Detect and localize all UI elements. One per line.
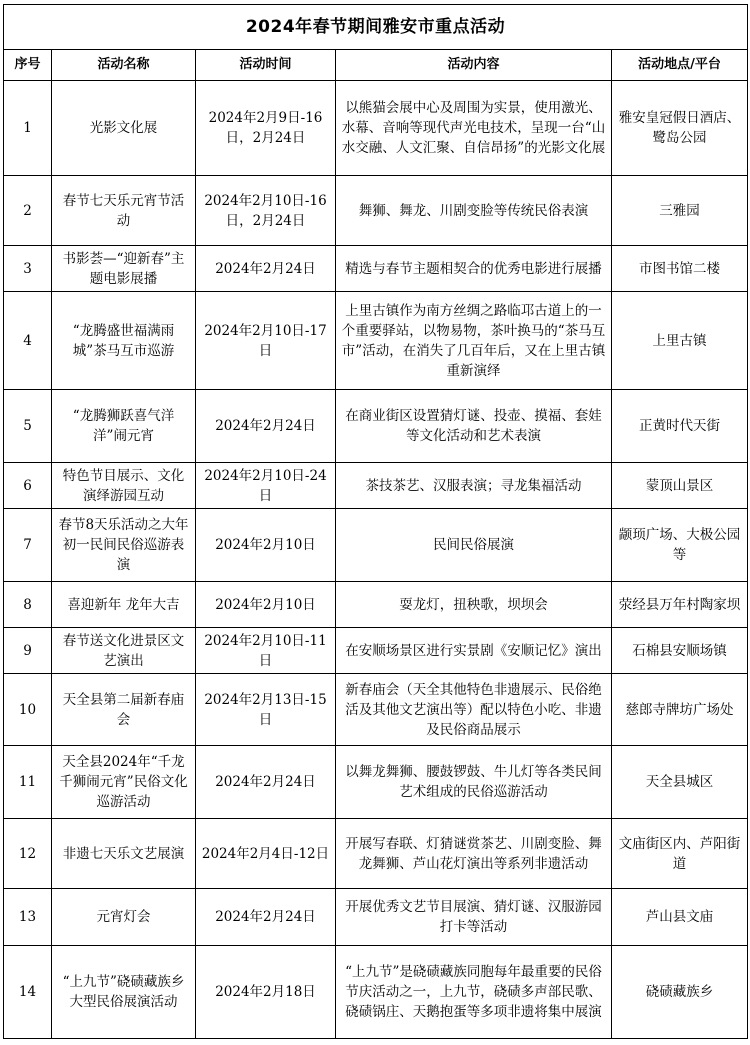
cell-time: 2024年2月9日-16日，2月24日 — [196, 81, 336, 176]
cell-place: 上里古镇 — [612, 292, 748, 390]
table-row — [4, 946, 748, 1039]
cell-name: “上九节”硗碛藏族乡大型民俗展演活动 — [52, 946, 196, 1039]
cell-no: 11 — [4, 746, 52, 819]
header-content: 活动内容 — [336, 50, 612, 81]
cell-content: 耍龙灯，扭秧歌，坝坝会 — [336, 582, 612, 628]
table-row — [4, 819, 748, 889]
table-row — [4, 889, 748, 946]
cell-no: 7 — [4, 509, 52, 582]
table-row — [4, 246, 748, 292]
cell-content: “上九节”是硗碛藏族同胞每年最重要的民俗节庆活动之一，上九节，硗碛多声部民歌、硗碛锅庄、天鹅抱蛋等多项非遗将集中展演 — [336, 946, 612, 1039]
cell-place: 文庙街区内、芦阳街道 — [612, 819, 748, 889]
cell-no: 4 — [4, 292, 52, 390]
cell-time: 2024年2月10日-17日 — [196, 292, 336, 390]
cell-time: 2024年2月10日 — [196, 582, 336, 628]
cell-name: 特色节目展示、文化演绎游园互动 — [52, 463, 196, 509]
cell-place: 三雅园 — [612, 176, 748, 246]
header-no: 序号 — [4, 50, 52, 81]
cell-content: 在商业街区设置猜灯谜、投壶、摸福、套娃等文化活动和艺术表演 — [336, 390, 612, 463]
cell-name: 春节送文化进景区文艺演出 — [52, 628, 196, 674]
cell-content: 上里古镇作为南方丝绸之路临邛古道上的一个重要驿站，以物易物，茶叶换马的“茶马互市”活动，在消失了几百年后，又在上里古镇重新演绎 — [336, 292, 612, 390]
cell-name: 书影荟—“迎新春”主题电影展播 — [52, 246, 196, 292]
cell-no: 2 — [4, 176, 52, 246]
cell-time: 2024年2月18日 — [196, 946, 336, 1039]
cell-content: 舞狮、舞龙、川剧变脸等传统民俗表演 — [336, 176, 612, 246]
cell-place: 硗碛藏族乡 — [612, 946, 748, 1039]
cell-content: 开展写春联、灯猜谜赏茶艺、川剧变脸、舞龙舞狮、芦山花灯演出等系列非遗活动 — [336, 819, 612, 889]
cell-time: 2024年2月10日-11日 — [196, 628, 336, 674]
table-row — [4, 582, 748, 628]
cell-name: “龙腾狮跃喜气洋洋”闹元宵 — [52, 390, 196, 463]
cell-name: 非遗七天乐文艺展演 — [52, 819, 196, 889]
table-row — [4, 674, 748, 746]
cell-place: 雅安皇冠假日酒店、鹭岛公园 — [612, 81, 748, 176]
table-row — [4, 746, 748, 819]
header-place: 活动地点/平台 — [612, 50, 748, 81]
cell-content: 以舞龙舞狮、腰鼓锣鼓、牛儿灯等各类民间艺术组成的民俗巡游活动 — [336, 746, 612, 819]
header-time: 活动时间 — [196, 50, 336, 81]
cell-time: 2024年2月24日 — [196, 390, 336, 463]
cell-no: 10 — [4, 674, 52, 746]
cell-no: 3 — [4, 246, 52, 292]
cell-no: 1 — [4, 81, 52, 176]
table-row — [4, 509, 748, 582]
cell-time: 2024年2月13日-15日 — [196, 674, 336, 746]
cell-content: 新春庙会（天全其他特色非遗展示、民俗绝活及其他文艺演出等）配以特色小吃、非遗及民俗商品展示 — [336, 674, 612, 746]
cell-place: 颛顼广场、大极公园等 — [612, 509, 748, 582]
cell-place: 正黄时代天街 — [612, 390, 748, 463]
cell-no: 6 — [4, 463, 52, 509]
document-page — [3, 4, 747, 1039]
cell-place: 市图书馆二楼 — [612, 246, 748, 292]
cell-place: 蒙顶山景区 — [612, 463, 748, 509]
cell-time: 2024年2月24日 — [196, 889, 336, 946]
cell-name: 春节8天乐活动之大年初一民间民俗巡游表演 — [52, 509, 196, 582]
cell-name: 春节七天乐元宵节活动 — [52, 176, 196, 246]
cell-no: 5 — [4, 390, 52, 463]
cell-name: 光影文化展 — [52, 81, 196, 176]
table-row — [4, 390, 748, 463]
cell-name: 天全县2024年“千龙千狮闹元宵”民俗文化巡游活动 — [52, 746, 196, 819]
cell-name: 天全县第二届新春庙会 — [52, 674, 196, 746]
table-row — [4, 81, 748, 176]
cell-time: 2024年2月24日 — [196, 746, 336, 819]
activity-table — [3, 4, 748, 1039]
cell-place: 石棉县安顺场镇 — [612, 628, 748, 674]
table-row — [4, 463, 748, 509]
cell-no: 9 — [4, 628, 52, 674]
cell-name: “龙腾盛世福满雨城”茶马互市巡游 — [52, 292, 196, 390]
table-row — [4, 176, 748, 246]
cell-name: 元宵灯会 — [52, 889, 196, 946]
cell-time: 2024年2月10日 — [196, 509, 336, 582]
header-row — [4, 50, 748, 81]
cell-name: 喜迎新年 龙年大吉 — [52, 582, 196, 628]
cell-place: 慈郎寺牌坊广场处 — [612, 674, 748, 746]
cell-no: 13 — [4, 889, 52, 946]
cell-content: 在安顺场景区进行实景剧《安顺记忆》演出 — [336, 628, 612, 674]
cell-time: 2024年2月4日-12日 — [196, 819, 336, 889]
cell-content: 开展优秀文艺节目展演、猜灯谜、汉服游园打卡等活动 — [336, 889, 612, 946]
cell-no: 12 — [4, 819, 52, 889]
cell-place: 荥经县万年村陶家坝 — [612, 582, 748, 628]
cell-no: 14 — [4, 946, 52, 1039]
cell-time: 2024年2月10日-24日 — [196, 463, 336, 509]
table-row — [4, 628, 748, 674]
cell-time: 2024年2月24日 — [196, 246, 336, 292]
table-row — [4, 292, 748, 390]
table-title: 2024年春节期间雅安市重点活动 — [4, 5, 748, 50]
cell-content: 民间民俗展演 — [336, 509, 612, 582]
cell-no: 8 — [4, 582, 52, 628]
cell-place: 芦山县文庙 — [612, 889, 748, 946]
cell-content: 茶技茶艺、汉服表演；寻龙集福活动 — [336, 463, 612, 509]
cell-content: 精选与春节主题相契合的优秀电影进行展播 — [336, 246, 612, 292]
header-name: 活动名称 — [52, 50, 196, 81]
cell-time: 2024年2月10日-16日，2月24日 — [196, 176, 336, 246]
cell-place: 天全县城区 — [612, 746, 748, 819]
cell-content: 以熊猫会展中心及周围为实景，使用激光、水幕、音响等现代声光电技术，呈现一台“山水交融、人文汇聚、自信昂扬”的光影文化展 — [336, 81, 612, 176]
